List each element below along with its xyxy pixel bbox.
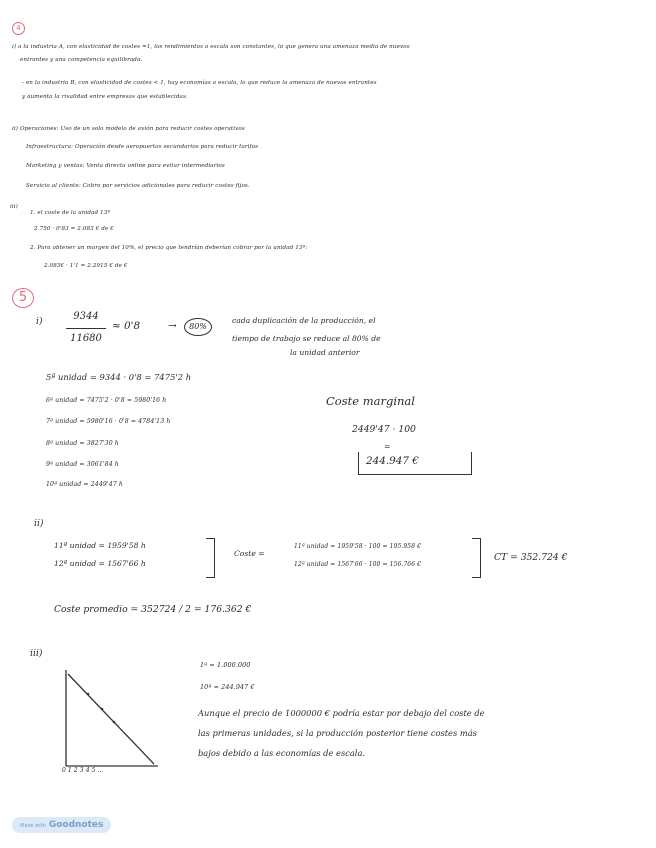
unit-12: 12ª unidad = 1567'66 h	[54, 559, 146, 568]
unit-10: 10ª unidad = 2449'47 h	[46, 481, 123, 488]
right-bracket	[472, 538, 481, 578]
coste-line-12: 12ª unidad = 1567'66 · 100 = 156.766 €	[294, 561, 422, 568]
total-cost: CT = 352.724 €	[494, 552, 568, 563]
section-4-number: 4	[12, 22, 25, 35]
section4-ii-line-2: Infraestructura: Operación desde aeropuertos secundarios para reducir tarifas	[26, 144, 259, 150]
ratio-arrow: →	[168, 320, 177, 332]
conclusion-line-3: bajos debido a las economías de escala.	[198, 748, 366, 758]
part-iii-label: iii)	[30, 648, 43, 659]
ratio-denominator: 11680	[70, 333, 102, 344]
section4-i-line-2: entrantes y una competencia equilibrada.	[20, 57, 143, 63]
badge-made-with: Made with	[20, 823, 46, 829]
unit-8: 8ª unidad = 3827'30 h	[46, 440, 119, 447]
section4-iii-line-4: 2.083€ · 1'1 = 2.2915 € de €	[44, 263, 128, 269]
conclusion-line-1: Aunque el precio de 1000000 € podría estar por debajo del coste de	[198, 708, 485, 718]
unit-5: 5ª unidad = 9344 · 0'8 = 7475'2 h	[46, 372, 192, 382]
section4-ii-line-4: Servicio al cliente: Cobro por servicios adicionales para reducir costes fijos.	[26, 183, 250, 189]
conclusion-line-2: las primeras unidades, si la producción posterior tiene costes más	[198, 728, 477, 738]
marginal-cost-calc: 2449'47 · 100	[352, 424, 416, 435]
badge-brand: Goodnotes	[48, 820, 104, 830]
part-i-label: i)	[36, 316, 43, 327]
unit-9: 9ª unidad = 3061'84 h	[46, 461, 119, 468]
axis-ticks: 0 1 2 3 4 5 ...	[62, 767, 104, 774]
section4-iii-line-2: 2.750 · 0'83 = 2.083 € de €	[34, 226, 114, 232]
section4-ii-line-3: Marketing y ventas: Venta directa online para evitar intermediarios	[26, 163, 225, 169]
left-bracket	[206, 538, 215, 578]
average-cost: Coste promedio = 352724 / 2 = 176.362 €	[54, 604, 252, 615]
unit-6: 6ª unidad = 7475'2 · 0'8 = 5980'16 h	[46, 397, 167, 404]
unit-11: 11ª unidad = 1959'58 h	[54, 541, 146, 550]
section4-iii-line-3: 2. Para obtener un margen del 10%, el precio que tendrían deberían cobrar por la unidad 13ª:	[30, 245, 308, 251]
section-5-number: 5	[12, 288, 34, 308]
coste-label: Coste =	[234, 549, 265, 558]
marginal-cost-title: Coste marginal	[326, 394, 415, 408]
fraction-bar	[66, 328, 106, 329]
section4-iii-line-1: 1. el coste de la unidad 13ª	[30, 210, 111, 216]
section4-iii-label: iii)	[10, 204, 18, 210]
marginal-cost-eq: =	[384, 442, 391, 451]
part-ii-label: ii)	[34, 518, 44, 529]
goodnotes-badge	[12, 817, 111, 833]
marginal-cost-result: 244.947 €	[366, 455, 419, 467]
explanation-line-1: cada duplicación de la producción, el	[232, 316, 376, 325]
value-first-unit: 1ª = 1.000.000	[200, 661, 251, 669]
ratio-approx: ≈ 0'8	[112, 320, 141, 332]
explanation-line-2: tiempo de trabajo se reduce al 80% de	[232, 334, 381, 343]
explanation-line-3: la unidad anterior	[290, 348, 360, 357]
section4-i-line-4: y aumenta la rivalidad entre empresas que establecidas.	[22, 94, 188, 100]
value-tenth-unit: 10ª = 244.947 €	[200, 683, 255, 691]
section4-i-line-1: i) a la industria A, con elasticidad de costes =1, los rendimientos a escala son constantes, lo que genera una amenaza media de nuevos	[12, 44, 410, 50]
coste-line-11: 11ª unidad = 1959'58 · 100 = 195.958 €	[294, 543, 422, 550]
section4-i-line-3: - en la industria B, con elasticidad de costes < 1, hay economías a escala, lo que reduce la amenaza de nuevos entrantes	[22, 80, 377, 86]
percent-oval: 80%	[184, 318, 212, 336]
cost-curve-sketch	[58, 668, 168, 776]
unit-7: 7ª unidad = 5980'16 · 0'8 = 4784'13 h	[46, 418, 171, 425]
section4-ii-line-1: ii) Operaciones: Uso de un solo modelo de avión para reducir costes operativos	[12, 126, 245, 132]
ratio-numerator: 9344	[73, 311, 99, 322]
